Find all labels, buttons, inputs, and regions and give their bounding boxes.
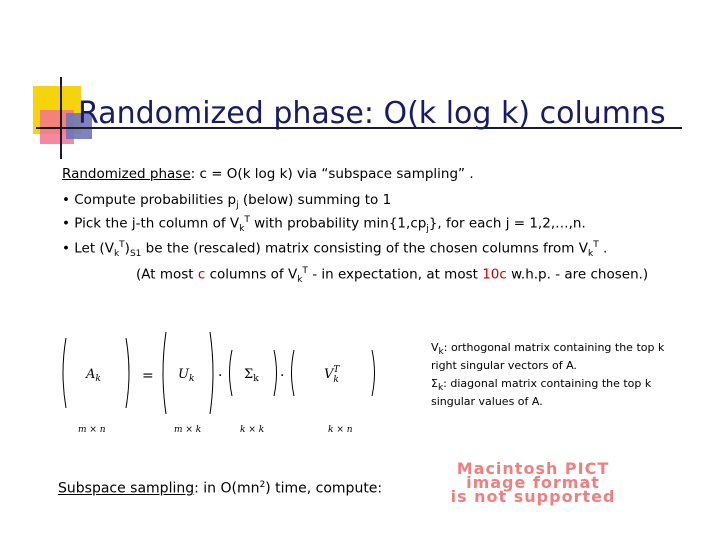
note-c: c: [197, 266, 206, 283]
bullet2-sub: k: [239, 224, 245, 235]
slide-title: Randomized phase: O(k log k) columns: [78, 96, 666, 131]
note1-symbol: V: [431, 341, 439, 354]
pict-line2: image format: [466, 473, 600, 492]
note2-sub: k: [437, 383, 444, 394]
bullet-let-matrix: [62, 240, 607, 259]
at-most-note: [136, 266, 648, 285]
equals-sign: =: [142, 368, 154, 384]
matrix-a-left-paren: [63, 338, 66, 408]
subspace-sampling-label: Subspace sampling: [58, 480, 195, 497]
pict-line1: Macintosh PICT: [456, 459, 610, 478]
dot-1: ·: [218, 368, 223, 384]
dot-2: ·: [280, 368, 285, 384]
pict-line3: is not supported: [450, 487, 616, 506]
note1-text: : orthogonal matrix containing the top k right singular vectors of A.: [431, 341, 665, 373]
bullet1-text-b: (below) summing to 1: [238, 192, 392, 208]
randomized-phase-text: : c = O(k log k) via “subspace sampling” .: [190, 166, 474, 182]
bullet3-text-d: .: [598, 240, 608, 257]
bottom-text-b: ) time, compute:: [265, 480, 383, 497]
decor-vertical-line: [60, 77, 62, 159]
matrix-sigma-label: $\Sigma_k$: [244, 367, 259, 384]
bullet2-text-b: with probability min{1,cp: [249, 215, 427, 232]
note-sub: k: [297, 275, 303, 286]
bullet3-text-a: • Let (V: [62, 240, 114, 257]
matrix-u-right-paren: [210, 332, 213, 414]
matrix-u-left-paren: [163, 332, 166, 414]
matrix-sigma-right-paren: [274, 350, 277, 396]
bullet-pick-column: [62, 215, 586, 234]
note1-sub: k: [438, 347, 444, 358]
randomized-phase-line: [62, 166, 474, 182]
matrix-a-label: $A_k$: [86, 367, 101, 384]
note2-symbol: Σ: [431, 377, 438, 390]
note-sigmak: [431, 377, 681, 409]
matrix-u-label: $U_k$: [178, 367, 195, 384]
subspace-sampling-line: [58, 480, 382, 497]
note2-text: : diagonal matrix containing the top k singular values of A.: [431, 377, 652, 409]
bullet1-text-a: • Compute probabilities p: [62, 192, 237, 208]
matrix-a-right-paren: [126, 338, 129, 408]
note-text-d: - in expectation, at most: [307, 266, 483, 283]
matrix-v-left-paren: [292, 350, 295, 396]
pict-placeholder-image: [388, 459, 678, 506]
bottom-sup: 2: [259, 480, 266, 490]
bullet3-sup: T: [119, 240, 125, 250]
bullet3-sub2: S1: [129, 249, 142, 260]
note-10c: 10c: [482, 266, 507, 283]
note-text-b: columns of V: [205, 266, 298, 283]
bullet1-sub: j: [236, 200, 239, 211]
note-vk: [431, 341, 681, 373]
bullet3-text-b: ): [124, 240, 130, 257]
randomized-phase-label: Randomized phase: [62, 166, 191, 182]
bullet2-sup: T: [244, 215, 250, 225]
bullet2-text-c: }, for each j = 1,2,…,n.: [428, 215, 586, 232]
bullet3-sub: k: [113, 249, 120, 260]
note-sup: T: [302, 266, 308, 276]
matrix-v-right-paren: [372, 350, 375, 396]
bullet3-text-c: be the (rescaled) matrix consisting of the chosen columns from V: [141, 240, 588, 257]
matrix-sigma-left-paren: [230, 350, 233, 396]
bullet3-sub3: k: [588, 249, 594, 260]
svd-equation: [58, 328, 378, 438]
matrix-v-label: $V^T$ k: [324, 365, 340, 385]
dim-u: m × k: [174, 425, 202, 435]
dim-v: k × n: [328, 425, 353, 435]
bullet-compute-probabilities: [62, 192, 391, 211]
bottom-text-a: : in O(mn: [194, 480, 260, 497]
bullet2-sub2: j: [426, 224, 429, 235]
bullet2-text-a: • Pick the j-th column of V: [62, 215, 240, 232]
note-text-e: w.h.p. - are chosen.): [506, 266, 649, 283]
note-text-a: (At most: [136, 266, 198, 283]
dim-sigma: k × k: [240, 425, 265, 435]
dim-a: m × n: [78, 425, 106, 435]
bullet3-sup2: T: [593, 240, 599, 250]
